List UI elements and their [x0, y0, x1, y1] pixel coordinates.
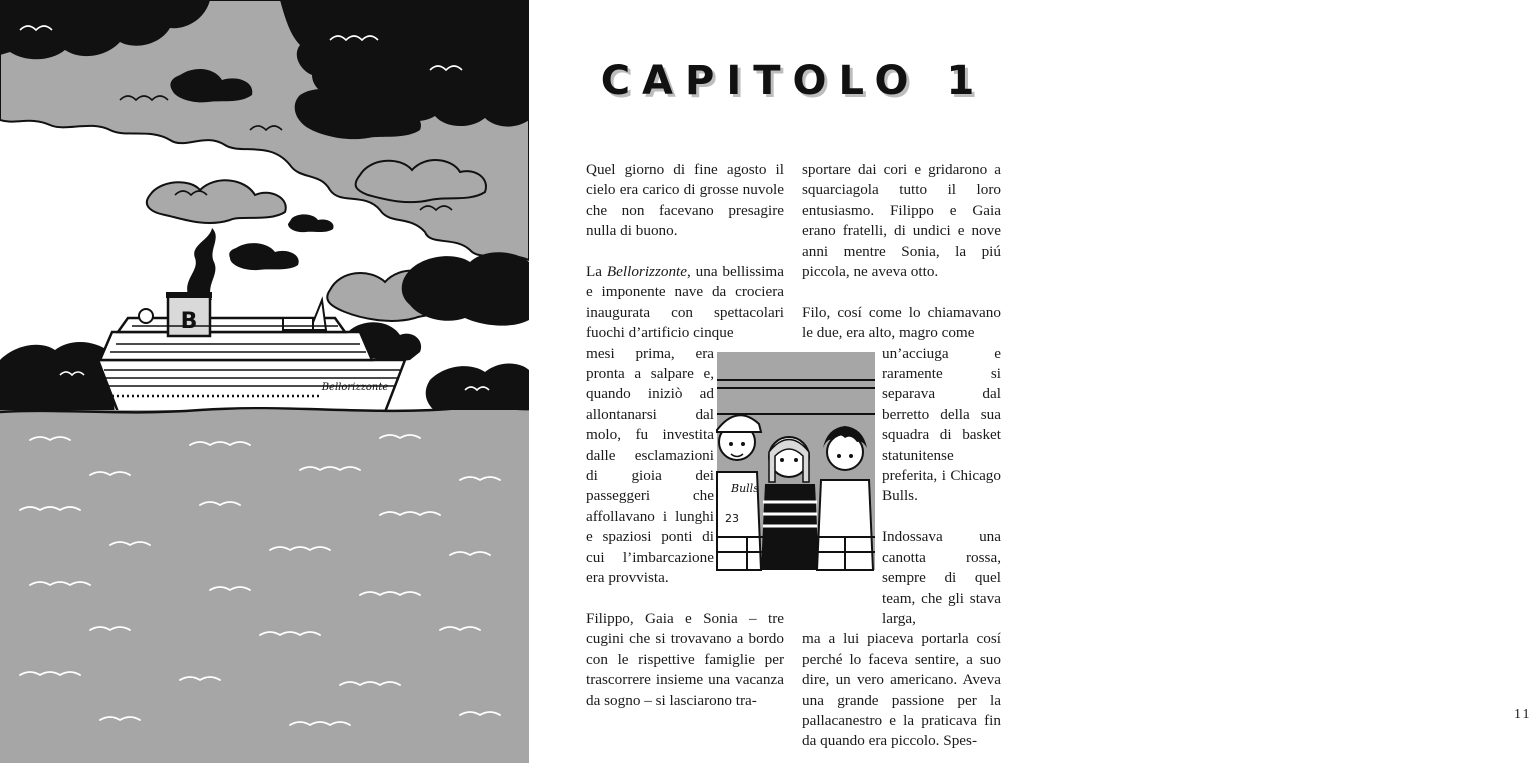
paragraph-wrapped: Indossava una canotta rossa, sempre di quel team, che gli stava larga,	[882, 528, 1001, 627]
paragraph: sportare dai cori e gridarono a squarciagola tutto il loro entusiasmo. Filippo e Gaia erano fratelli, di undici e nove anni mentre Sonia, la piú piccola, ne aveva otto.	[802, 161, 1001, 281]
paragraph: Filippo, Gaia e Sonia – tre cugini che si trovavano a bordo con le rispettive famiglie per trascorrere insieme una vacanza da sogno – si lasciarono tra-	[586, 609, 784, 709]
ship-name-italic: Bellorizzonte	[606, 263, 688, 281]
ship-name-label: Bellorizzonte	[321, 382, 389, 393]
paragraph: Quel giorno di fine agosto il cielo era carico di grosse nuvole che non facevano presagire nulla di buono.	[586, 161, 784, 240]
ship-funnel-letter: B	[180, 309, 198, 334]
jersey-number: 23	[725, 512, 739, 525]
chapter-title: CAPITOLO 1	[600, 58, 987, 104]
page-number: 11	[1514, 707, 1531, 722]
paragraph: La Bellorizzonte, una bellissima e imponente nave da crociera inaugurata con spettacolari fuochi d’artificio cinque	[586, 263, 784, 342]
paragraph-wrapped: un’acciuga e raramente si separava dal berretto della sua squadra di basket statunitense preferita, i Chicago Bulls.	[882, 344, 1001, 505]
paragraph-wrapped: mesi prima, era pronta a salpare e, quando iniziò ad allontanarsi dal molo, fu investita dalle esclamazioni di gioia dei passeggeri che affollavano i lunghi e spaziosi ponti di cui l’imbarcazione era provvista.	[586, 344, 714, 587]
jersey-text: Bulls	[731, 482, 759, 495]
paragraph: ma a lui piaceva portarla cosí perché lo faceva sentire, a suo dire, un vero americano. Aveva una grande passione per la pallacanestro e la praticava fin da quando era piccolo. Spes-	[802, 630, 1001, 750]
cruise-ship-illustration	[0, 0, 529, 763]
paragraph: Filo, cosí come lo chiamavano le due, era alto, magro come	[802, 303, 1001, 342]
sea	[0, 410, 529, 763]
cousins-illustration	[717, 352, 875, 570]
